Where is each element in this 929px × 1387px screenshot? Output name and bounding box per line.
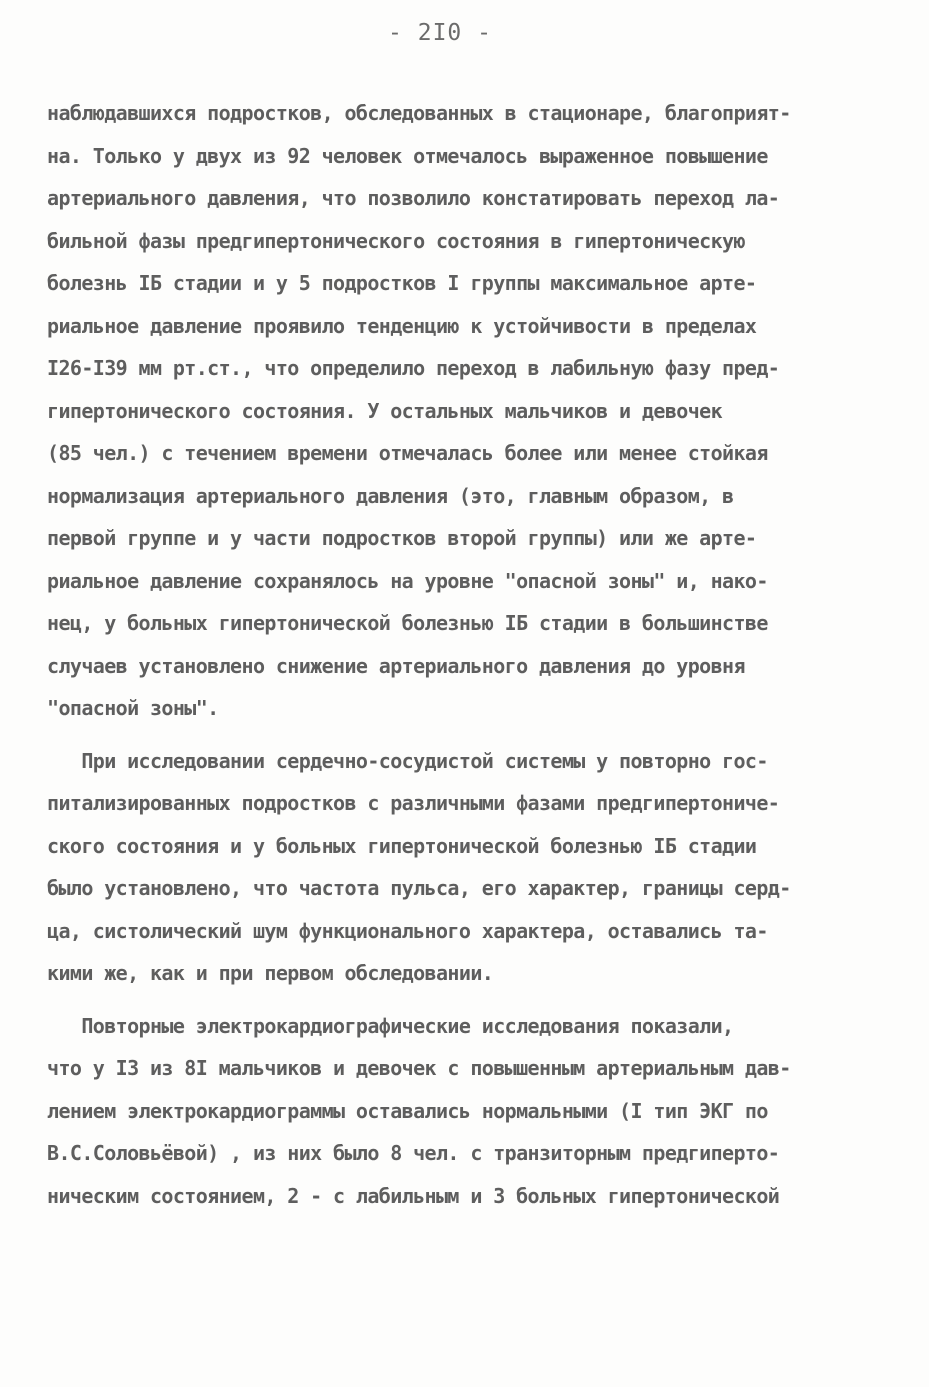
text-line: В.С.Соловьёвой) , из них было 8 чел. с транзиторным предгиперто- — [47, 1141, 780, 1165]
text-line: питализированных подростков с различными фазами предгипертониче- — [47, 791, 780, 815]
text-line: случаев установлено снижение артериального давления до уровня — [47, 653, 745, 678]
text-line: гипертонического состояния. У остальных мальчиков и девочек — [47, 398, 723, 423]
text-line: Повторные электрокардиографические исследования показали, — [47, 1013, 734, 1038]
paragraph-3 — [47, 1005, 877, 1218]
text-line: болезнь IБ стадии и у 5 подростков I группы максимальное арте- — [47, 271, 757, 295]
document-body — [47, 92, 877, 1217]
text-line: что у I3 из 8I мальчиков и девочек с повышенным артериальным дав- — [47, 1056, 791, 1080]
paragraph-2 — [47, 740, 877, 995]
text-line: "опасной зоны". — [47, 696, 219, 720]
text-line: При исследовании сердечно-сосудистой системы у повторно гос- — [47, 748, 768, 773]
text-line: первой группе и у части подростков второй группы) или же арте- — [47, 526, 757, 550]
text-line: ническим состоянием, 2 - с лабильным и 3 больных гипертонической — [47, 1183, 780, 1208]
text-line: ского состояния и у больных гипертонической болезнью IБ стадии — [47, 833, 757, 858]
text-line: нормализация артериального давления (это, главным образом, в — [47, 483, 734, 508]
text-line: риальное давление сохранялось на уровне "опасной зоны" и, нако- — [47, 568, 768, 593]
text-line: лением электрокардиограммы оставались нормальными (I тип ЭКГ по — [47, 1098, 768, 1123]
text-line: кими же, как и при первом обследовании. — [47, 961, 494, 985]
text-line: наблюдавшихся подростков, обследованных в стационаре, благоприят- — [47, 101, 791, 125]
page-number: - 2I0 - — [388, 20, 492, 46]
text-line: бильной фазы предгипертонического состояния в гипертоническую — [47, 228, 745, 253]
text-line: (85 чел.) с течением времени отмечалась более или менее стойкая — [47, 441, 768, 465]
paragraph-gap — [47, 995, 877, 1005]
text-line: нец, у больных гипертонической болезнью IБ стадии в большинстве — [47, 611, 768, 635]
text-line: I26-I39 мм рт.ст., что определило переход в лабильную фазу пред- — [47, 356, 780, 380]
paragraph-gap — [47, 730, 877, 740]
paragraph-1 — [47, 92, 877, 730]
text-line: артериального давления, что позволило констатировать переход ла- — [47, 186, 780, 210]
text-line: ца, систолический шум функционального характера, оставались та- — [47, 918, 768, 943]
text-line: риальное давление проявило тенденцию к устойчивости в пределах — [47, 313, 757, 338]
text-line: было установлено, что частота пульса, его характер, границы серд- — [47, 876, 791, 900]
text-line: на. Только у двух из 92 человек отмечалось выраженное повышение — [47, 143, 768, 168]
